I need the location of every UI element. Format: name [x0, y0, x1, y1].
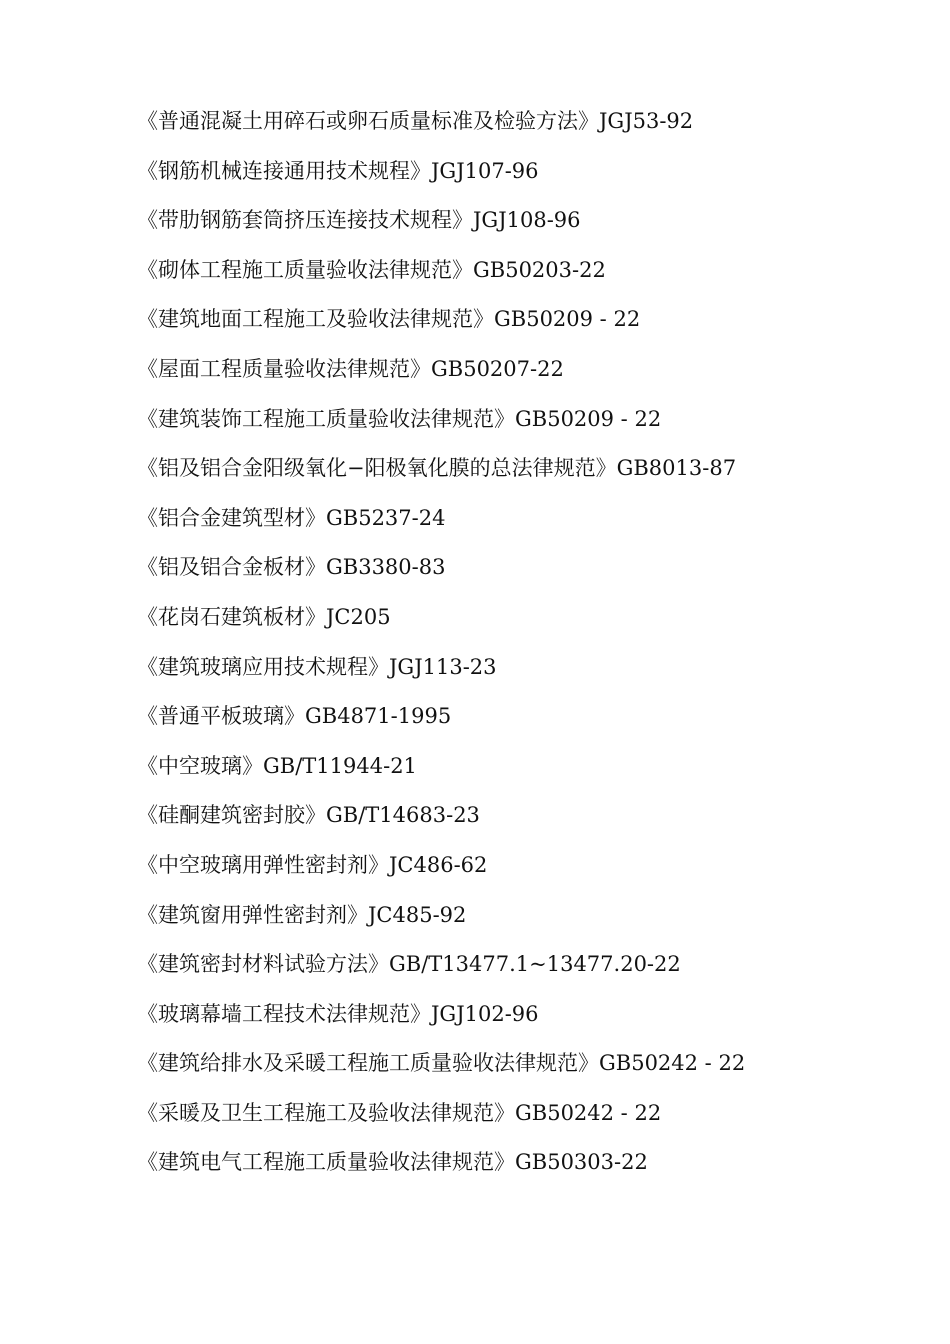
list-item: 《建筑装饰工程施工质量验收法律规范》GB50209 - 22 — [137, 406, 662, 431]
list-item: 《中空玻璃用弹性密封剂》JC486-62 — [137, 852, 488, 877]
list-item: 《铝合金建筑型材》GB5237-24 — [137, 505, 446, 530]
list-item: 《建筑电气工程施工质量验收法律规范》GB50303-22 — [137, 1150, 648, 1175]
list-item: 《硅酮建筑密封胶》GB/T14683-23 — [137, 803, 480, 828]
list-item: 《带肋钢筋套筒挤压连接技术规程》JGJ108-96 — [137, 208, 581, 233]
list-item: 《砌体工程施工质量验收法律规范》GB50203-22 — [137, 257, 606, 282]
list-item: 《建筑窗用弹性密封剂》JC485-92 — [137, 902, 467, 927]
list-item: 《花岗石建筑板材》JC205 — [137, 604, 391, 629]
list-item: 《普通平板玻璃》GB4871-1995 — [137, 704, 452, 729]
list-item: 《中空玻璃》GB/T11944-21 — [137, 753, 417, 778]
list-item: 《铝及铝合金阳级氧化−阳极氧化膜的总法律规范》GB8013-87 — [137, 456, 737, 481]
list-item: 《普通混凝土用碎石或卵石质量标准及检验方法》JGJ53-92 — [137, 109, 694, 133]
list-item: 《屋面工程质量验收法律规范》GB50207-22 — [137, 356, 564, 381]
list-item: 《建筑给排水及采暖工程施工质量验收法律规范》GB50242 - 22 — [137, 1051, 746, 1076]
list-item: 《玻璃幕墙工程技术法律规范》JGJ102-96 — [137, 1001, 539, 1026]
list-item: 《采暖及卫生工程施工及验收法律规范》GB50242 - 22 — [137, 1100, 662, 1125]
list-item: 《建筑地面工程施工及验收法律规范》GB50209 - 22 — [137, 307, 641, 332]
list-item: 《建筑密封材料试验方法》GB/T13477.1~13477.20-22 — [137, 952, 681, 977]
list-item: 《钢筋机械连接通用技术规程》JGJ107-96 — [137, 158, 539, 183]
list-item: 《铝及铝合金板材》GB3380-83 — [137, 555, 446, 580]
standards-list — [137, 104, 745, 1195]
list-item: 《建筑玻璃应用技术规程》JGJ113-23 — [137, 654, 497, 679]
